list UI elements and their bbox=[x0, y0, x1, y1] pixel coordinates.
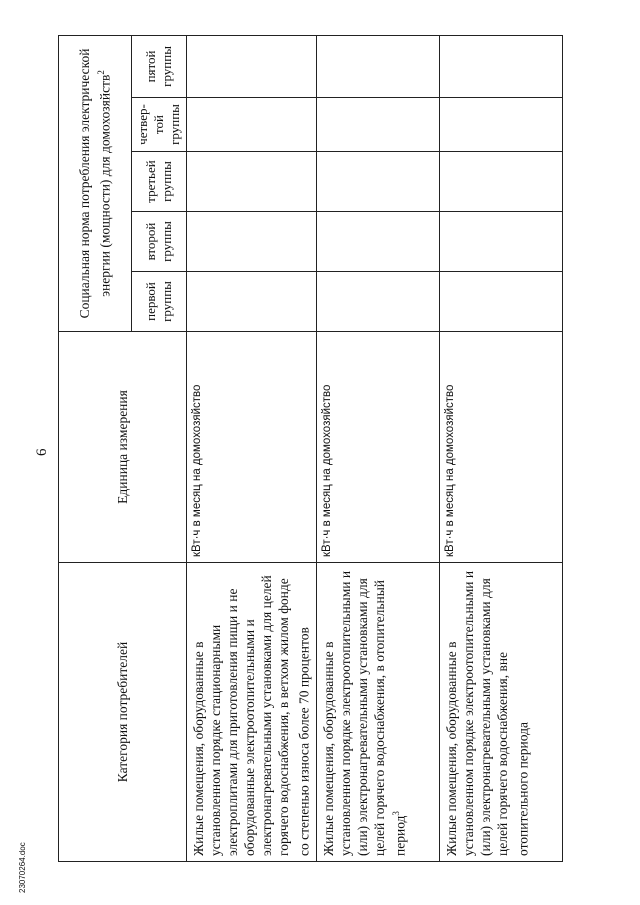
header-group-4: четвер-той группы bbox=[132, 98, 187, 152]
row-value-group-4 bbox=[316, 98, 439, 152]
row-value-group-5 bbox=[187, 35, 317, 97]
consumption-norms-table-wrapper bbox=[58, 36, 530, 862]
row-value-group-4 bbox=[439, 98, 562, 152]
row-value-group-3 bbox=[439, 152, 562, 212]
consumption-norms-table bbox=[58, 35, 563, 862]
table-row bbox=[439, 35, 562, 861]
row-category: Жилые помещения, оборудованные в установленном порядке электроотопительными и (или) электронагревательными установками для целей горячего водоснабжения, в отопительный период$^3$ bbox=[316, 563, 439, 862]
document-id: 23070264.doc bbox=[18, 842, 27, 893]
row-value-group-2 bbox=[187, 212, 317, 272]
header-group-5: пятой группы bbox=[132, 35, 187, 97]
header-unit: Единица измерения bbox=[59, 332, 187, 563]
header-group-2: второй группы bbox=[132, 212, 187, 272]
page-number: 6 bbox=[34, 448, 50, 456]
table-row bbox=[316, 35, 439, 861]
header-group-3: третьей группы bbox=[132, 152, 187, 212]
row-unit: кВт·ч в месяц на домохозяйство bbox=[187, 332, 317, 563]
row-value-group-5 bbox=[316, 35, 439, 97]
row-value-group-2 bbox=[439, 212, 562, 272]
row-category: Жилые помещения, оборудованные в установленном порядке электроотопительными и (или) электронагревательными установками для целей горячего водоснабжения, вне отопительного периода bbox=[439, 563, 562, 862]
row-value-group-1 bbox=[187, 272, 317, 332]
table-row bbox=[187, 35, 317, 861]
row-value-group-2 bbox=[316, 212, 439, 272]
row-category: Жилые помещения, оборудованные в установленном порядке стационарными электроплитами для приготовления пищи и не оборудованные электроотопительными и электронагревательными установками для целей горячего водоснабжения, в ветхом жилом фонде со степенью износа более 70 процентов bbox=[187, 563, 317, 862]
table-header-row bbox=[59, 35, 132, 861]
row-unit: кВт·ч в месяц на домохозяйство bbox=[439, 332, 562, 563]
row-value-group-1 bbox=[316, 272, 439, 332]
row-value-group-3 bbox=[316, 152, 439, 212]
header-social-norm: Социальная норма потребления электрической энергии (мощности) для домохозяйств$^2$ bbox=[59, 35, 132, 331]
row-unit: кВт·ч в месяц на домохозяйство bbox=[316, 332, 439, 563]
header-category: Категория потребителей bbox=[59, 563, 187, 862]
row-value-group-4 bbox=[187, 98, 317, 152]
row-value-group-1 bbox=[439, 272, 562, 332]
row-value-group-3 bbox=[187, 152, 317, 212]
row-value-group-5 bbox=[439, 35, 562, 97]
header-group-1: первой группы bbox=[132, 272, 187, 332]
